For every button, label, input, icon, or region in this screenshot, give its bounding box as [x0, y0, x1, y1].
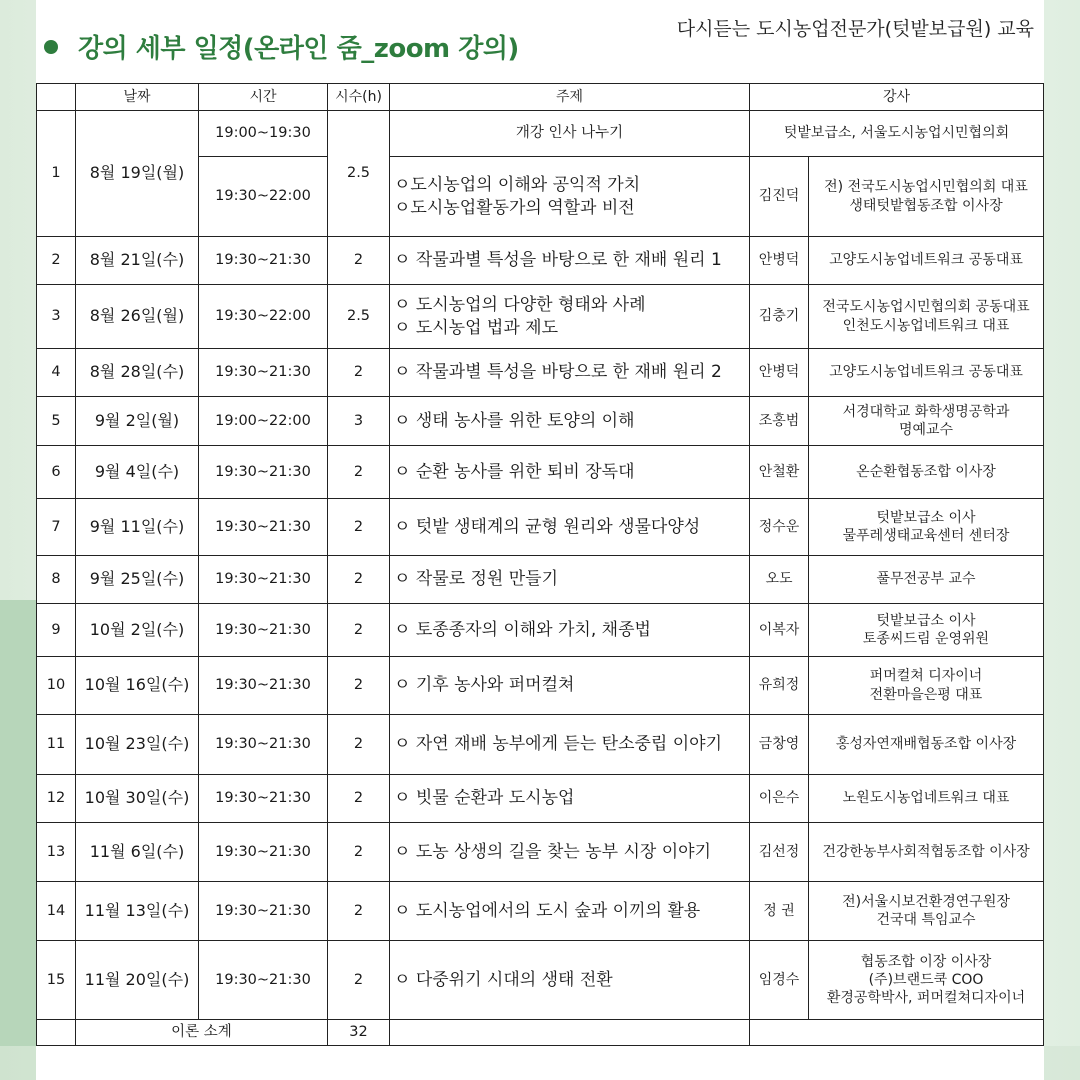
row-hours: 2: [328, 237, 390, 285]
row-hours: 2: [328, 882, 390, 941]
subtotal-hours: 32: [328, 1020, 390, 1046]
row-instructor: 금창영: [750, 715, 809, 775]
table-row: [37, 285, 1044, 349]
table-row: [37, 499, 1044, 556]
row-number: 7: [37, 499, 76, 556]
row-hours: 2: [328, 715, 390, 775]
row-time: 19:30~21:30: [199, 882, 328, 941]
affiliation-line: 환경공학박사, 퍼머컬쳐디자이너: [826, 990, 1026, 1007]
table-row: [37, 775, 1044, 823]
row-instructor: 유희정: [750, 657, 809, 715]
row-topic: [390, 556, 750, 604]
affiliation-line: 고양도시농업네트워크 공동대표: [829, 252, 1023, 269]
row-number: 1: [37, 111, 76, 237]
table-row: [37, 349, 1044, 397]
row-date: 11월 20일(수): [76, 941, 199, 1020]
row-topic: [390, 446, 750, 499]
row-instructor: 오도: [750, 556, 809, 604]
row-hours: 2: [328, 604, 390, 657]
topic-line: ㅇ 기후 농사와 퍼머컬쳐: [394, 675, 575, 696]
row-instructor: 김선정: [750, 823, 809, 882]
row-time: 19:30~21:30: [199, 349, 328, 397]
row-time: 19:30~21:30: [199, 657, 328, 715]
row-affiliation: [750, 111, 1044, 157]
row-hours: 2.5: [328, 111, 390, 237]
affiliation-line: 물푸레생태교육센터 센터장: [842, 528, 1010, 544]
row-instructor: 조홍범: [750, 397, 809, 446]
subtotal-empty-cell: [390, 1020, 750, 1046]
row-affiliation: [809, 882, 1044, 941]
subtotal-row: [37, 1020, 1044, 1046]
affiliation-line: 풀무전공부 교수: [876, 571, 976, 588]
row-affiliation: [809, 715, 1044, 775]
row-topic: [390, 715, 750, 775]
row-date: 8월 28일(수): [76, 349, 199, 397]
affiliation-line: 텃밭보급소 이사: [876, 612, 976, 629]
affiliation-line: 전국도시농업시민협의회 공동대표: [822, 299, 1030, 316]
row-affiliation: [809, 237, 1044, 285]
topic-line: ㅇ 도시농업에서의 도시 숲과 이끼의 활용: [394, 900, 701, 921]
row-topic: [390, 941, 750, 1020]
topic-line: ㅇ 다중위기 시대의 생태 전환: [394, 969, 613, 990]
table-row: [37, 823, 1044, 882]
row-date: 8월 21일(수): [76, 237, 199, 285]
row-topic: [390, 499, 750, 556]
row-instructor: 정 권: [750, 882, 809, 941]
header-date: 날짜: [76, 84, 199, 111]
affiliation-line: 노원도시농업네트워크 대표: [842, 790, 1010, 807]
header-hours: 시수(h): [328, 84, 390, 111]
topic-line: ㅇ 도시농업의 다양한 형태와 사례: [394, 295, 646, 316]
row-time: 19:30~22:00: [199, 285, 328, 349]
affiliation-line: 생태텃밭협동조합 이사장: [849, 197, 1003, 214]
row-number: 4: [37, 349, 76, 397]
row-topic: [390, 349, 750, 397]
header-topic: 주제: [390, 84, 750, 111]
row-number: 6: [37, 446, 76, 499]
topic-line: ㅇ 텃밭 생태계의 균형 원리와 생물다양성: [394, 516, 701, 537]
table-row: [37, 556, 1044, 604]
header-number: [37, 84, 76, 111]
row-instructor: 안병덕: [750, 237, 809, 285]
row-time: 19:00~19:30: [199, 111, 328, 157]
row-hours: 2: [328, 823, 390, 882]
row-instructor: 안병덕: [750, 349, 809, 397]
row-affiliation: [809, 157, 1044, 237]
affiliation-line: 토종씨드림 운영위원: [862, 631, 990, 647]
row-time: 19:30~21:30: [199, 604, 328, 657]
row-instructor: 안철환: [750, 446, 809, 499]
row-number: 12: [37, 775, 76, 823]
row-date: 8월 26일(월): [76, 285, 199, 349]
row-topic: [390, 882, 750, 941]
table-row: [37, 657, 1044, 715]
row-date: 10월 2일(수): [76, 604, 199, 657]
row-topic: [390, 111, 750, 157]
topic-line: ㅇ도시농업활동가의 역할과 비전: [394, 197, 635, 218]
row-hours: 2: [328, 446, 390, 499]
affiliation-line: 텃밭보급소, 서울도시농업시민협의회: [783, 125, 1010, 142]
row-hours: 2: [328, 499, 390, 556]
table-row: [37, 111, 1044, 157]
affiliation-line: 텃밭보급소 이사: [876, 509, 976, 526]
row-number: 5: [37, 397, 76, 446]
row-time: 19:30~21:30: [199, 775, 328, 823]
row-instructor: 이은수: [750, 775, 809, 823]
row-topic: [390, 823, 750, 882]
row-affiliation: [809, 941, 1044, 1020]
row-hours: 2: [328, 349, 390, 397]
row-instructor: 김충기: [750, 285, 809, 349]
subtotal-label: 이론 소계: [76, 1020, 328, 1046]
topic-line: ㅇ 빗물 순환과 도시농업: [394, 788, 575, 809]
header-time: 시간: [199, 84, 328, 111]
row-affiliation: [809, 556, 1044, 604]
affiliation-line: 전) 전국도시농업시민협의회 대표: [824, 179, 1028, 196]
program-subtitle: 다시듣는 도시농업전문가(텃밭보급원) 교육: [676, 18, 1034, 40]
row-date: 11월 6일(수): [76, 823, 199, 882]
row-affiliation: [809, 499, 1044, 556]
row-instructor: 정수운: [750, 499, 809, 556]
row-topic: [390, 657, 750, 715]
affiliation-line: 건강한농부사회적협동조합 이사장: [822, 843, 1030, 860]
table-row: [37, 237, 1044, 285]
affiliation-line: 명예교수: [898, 422, 954, 438]
row-topic: [390, 237, 750, 285]
schedule-table: [36, 83, 1044, 1046]
affiliation-line: 퍼머컬쳐 디자이너: [869, 668, 983, 685]
topic-line: ㅇ 작물과별 특성을 바탕으로 한 재배 원리 2: [394, 362, 722, 383]
row-number: 8: [37, 556, 76, 604]
row-number: 10: [37, 657, 76, 715]
table-row: [37, 446, 1044, 499]
topic-line: ㅇ 생태 농사를 위한 토양의 이해: [394, 410, 635, 431]
row-hours: 2: [328, 657, 390, 715]
row-number: 2: [37, 237, 76, 285]
topic-line: ㅇ 도시농업 법과 제도: [394, 317, 559, 338]
row-time: 19:30~21:30: [199, 823, 328, 882]
row-date: 9월 25일(수): [76, 556, 199, 604]
affiliation-line: (주)브랜드쿡 COO: [868, 971, 984, 988]
table-header-row: [37, 84, 1044, 111]
row-instructor: 이복자: [750, 604, 809, 657]
row-topic: [390, 397, 750, 446]
row-hours: 2: [328, 775, 390, 823]
table-row: [37, 715, 1044, 775]
row-time: 19:30~21:30: [199, 715, 328, 775]
affiliation-line: 온순환협동조합 이사장: [856, 463, 996, 480]
row-number: 11: [37, 715, 76, 775]
affiliation-line: 인천도시농업네트워크 대표: [842, 317, 1010, 334]
row-affiliation: [809, 823, 1044, 882]
topic-line: ㅇ 순환 농사를 위한 퇴비 장독대: [394, 461, 635, 482]
subtotal-empty-cell: [750, 1020, 1044, 1046]
topic-line: ㅇ도시농업의 이해와 공익적 가치: [394, 175, 641, 196]
row-date: 8월 19일(월): [76, 111, 199, 237]
table-row: [37, 397, 1044, 446]
row-date: 9월 4일(수): [76, 446, 199, 499]
row-number: 15: [37, 941, 76, 1020]
row-hours: 2: [328, 556, 390, 604]
page-title: 강의 세부 일정(온라인 줌_zoom 강의): [78, 34, 519, 64]
row-hours: 2: [328, 941, 390, 1020]
row-number: 13: [37, 823, 76, 882]
row-hours: 2.5: [328, 285, 390, 349]
row-date: 9월 2일(월): [76, 397, 199, 446]
table-row: [37, 941, 1044, 1020]
affiliation-line: 건국대 특임교수: [876, 912, 976, 928]
row-time: 19:00~22:00: [199, 397, 328, 446]
topic-line: ㅇ 작물과별 특성을 바탕으로 한 재배 원리 1: [394, 250, 722, 271]
row-date: 11월 13일(수): [76, 882, 199, 941]
row-time: 19:30~21:30: [199, 556, 328, 604]
row-hours: 3: [328, 397, 390, 446]
row-affiliation: [809, 446, 1044, 499]
affiliation-line: 고양도시농업네트워크 공동대표: [829, 364, 1023, 381]
affiliation-line: 전)서울시보건환경연구원장: [842, 893, 1010, 910]
row-date: 10월 30일(수): [76, 775, 199, 823]
row-time: 19:30~21:30: [199, 941, 328, 1020]
row-number: 3: [37, 285, 76, 349]
row-affiliation: [809, 604, 1044, 657]
row-instructor: 김진덕: [750, 157, 809, 237]
row-topic: [390, 604, 750, 657]
row-topic: [390, 157, 750, 237]
table-row: [37, 882, 1044, 941]
row-affiliation: [809, 285, 1044, 349]
row-instructor: 임경수: [750, 941, 809, 1020]
row-date: 10월 23일(수): [76, 715, 199, 775]
heading: [44, 28, 519, 65]
row-affiliation: [809, 775, 1044, 823]
bullet-icon: [44, 40, 58, 54]
topic-line: ㅇ 작물로 정원 만들기: [394, 569, 559, 590]
row-affiliation: [809, 349, 1044, 397]
row-affiliation: [809, 657, 1044, 715]
affiliation-line: 전환마을은평 대표: [869, 686, 983, 703]
row-topic: [390, 775, 750, 823]
row-topic: [390, 285, 750, 349]
affiliation-line: 서경대학교 화학생명공학과: [842, 403, 1010, 420]
row-number: 9: [37, 604, 76, 657]
table-row: [37, 604, 1044, 657]
row-number: 14: [37, 882, 76, 941]
topic-line: ㅇ 자연 재배 농부에게 듣는 탄소중립 이야기: [394, 734, 723, 755]
row-time: 19:30~22:00: [199, 157, 328, 237]
row-affiliation: [809, 397, 1044, 446]
row-date: 10월 16일(수): [76, 657, 199, 715]
row-time: 19:30~21:30: [199, 237, 328, 285]
topic-line: ㅇ 토종종자의 이해와 가치, 채종법: [394, 619, 651, 640]
row-date: 9월 11일(수): [76, 499, 199, 556]
affiliation-line: 홍성자연재배협동조합 이사장: [835, 736, 1017, 753]
row-time: 19:30~21:30: [199, 446, 328, 499]
topic-line: 개강 인사 나누기: [515, 125, 624, 142]
header-instructor: 강사: [750, 84, 1044, 111]
topic-line: ㅇ 도농 상생의 길을 찾는 농부 시장 이야기: [394, 841, 712, 862]
affiliation-line: 협동조합 이장 이사장: [860, 953, 992, 970]
subtotal-empty-cell: [37, 1020, 76, 1046]
row-time: 19:30~21:30: [199, 499, 328, 556]
decorative-left-band: [0, 600, 36, 1080]
